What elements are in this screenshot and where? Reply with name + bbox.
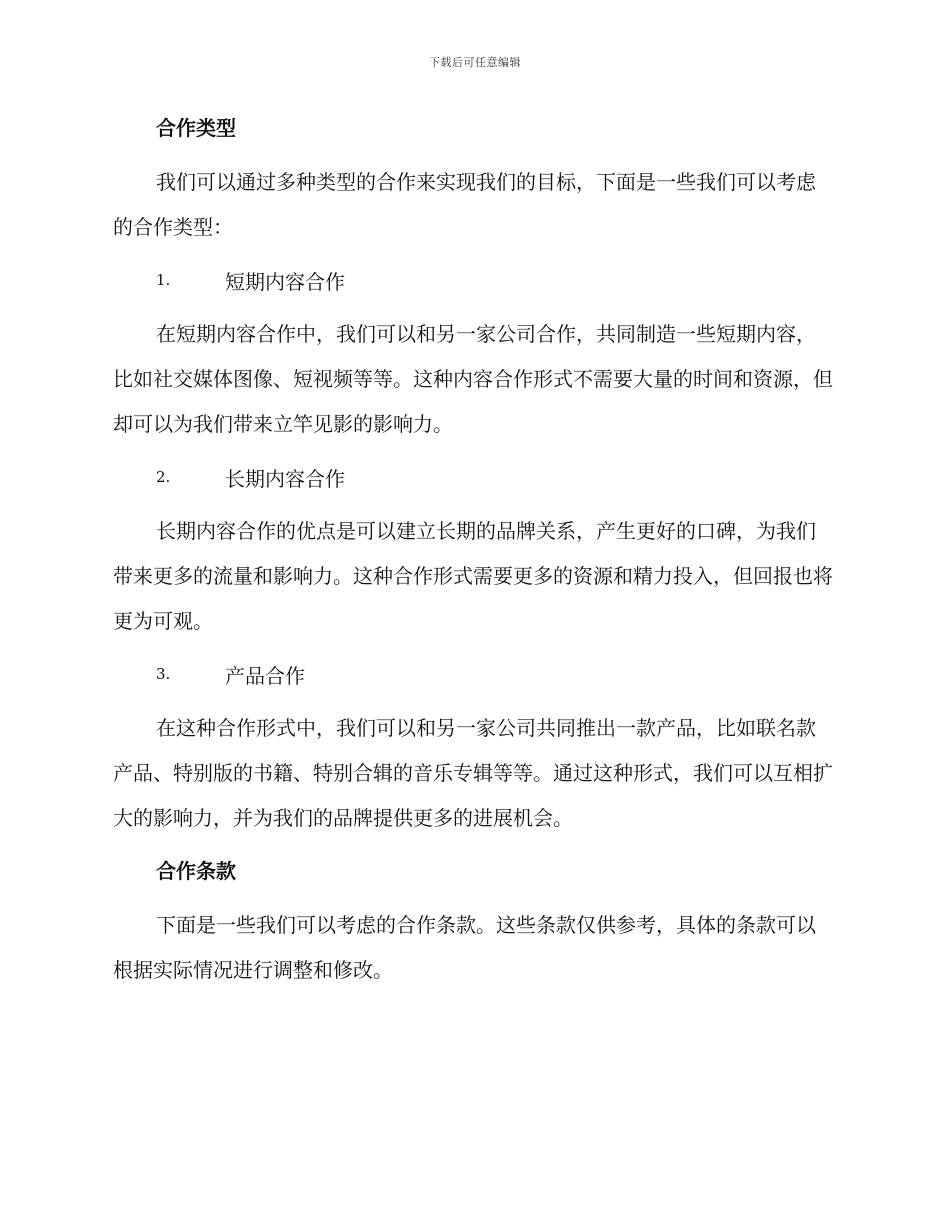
list-item-title: 产品合作 [225,663,305,688]
long-term-body: 长期内容合作的优点是可以建立长期的品牌关系，产生更好的口碑，为我们带来更多的流量和影响力。这种合作形式需要更多的资源和精力投入，但回报也将更为可观。 [113,519,833,633]
product-body: 在这种合作形式中，我们可以和另一家公司共同推出一款产品，比如联名款产品、特别版的书籍、特别合辑的音乐专辑等等。通过这种形式，我们可以互相扩大的影响力，并为我们的品牌提供更多的进展机会。 [113,716,833,830]
list-item-short-term [113,262,833,298]
list-number: 1. [156,271,171,289]
list-item-title: 短期内容合作 [225,269,345,294]
document-body [113,110,833,993]
list-number: 2. [156,468,171,486]
list-item-title: 长期内容合作 [225,466,345,491]
cooperation-terms-intro: 下面是一些我们可以考虑的合作条款。这些条款仅供参考，具体的条款可以根据实际情况进行调整和修改。 [113,913,816,982]
list-item-long-term [113,459,833,495]
cooperation-types-intro: 我们可以通过多种类型的合作来实现我们的目标，下面是一些我们可以考虑的合作类型： [113,170,816,239]
short-term-body: 在短期内容合作中，我们可以和另一家公司合作，共同制造一些短期内容，比如社交媒体图像、短视频等等。这种内容合作形式不需要大量的时间和资源，但却可以为我们带来立竿见影的影响力。 [113,322,833,436]
section-heading-cooperation-types: 合作类型 [156,116,236,140]
section-heading-cooperation-terms: 合作条款 [156,859,236,883]
list-item-product [113,656,833,692]
list-number: 3. [156,665,171,683]
page-header: 下载后可任意编辑 [429,56,521,69]
